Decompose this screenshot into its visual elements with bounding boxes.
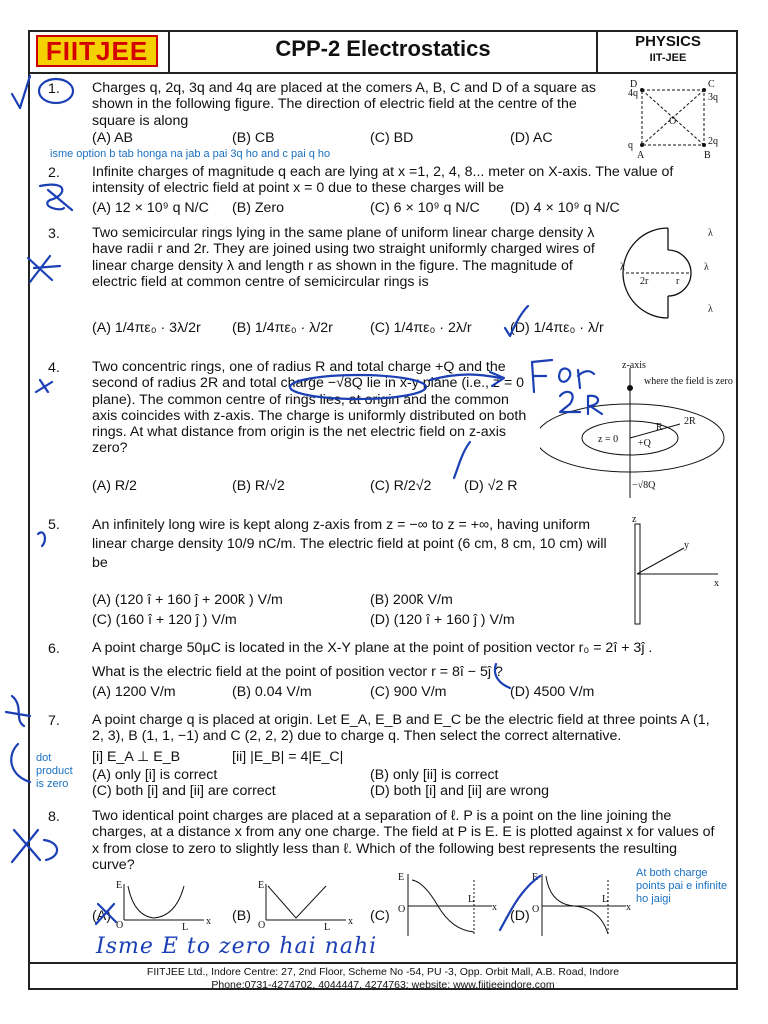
option-a[interactable]: (A) 1200 V/m bbox=[92, 684, 176, 700]
tick-mark bbox=[505, 306, 528, 336]
fig-label: x bbox=[714, 578, 719, 589]
fig-label: z bbox=[632, 514, 637, 525]
option-d[interactable]: (D) 4500 V/m bbox=[510, 684, 595, 700]
star-mark bbox=[12, 830, 57, 862]
exam-label: IIT-JEE bbox=[649, 52, 687, 64]
graph-axis-label: E bbox=[532, 872, 539, 883]
graph-axis-label: O bbox=[258, 920, 266, 931]
question-number: 3. bbox=[48, 226, 60, 242]
option-d[interactable]: (D) 1/4πε₀ · λ/r bbox=[510, 320, 604, 336]
question-text: A point charge 50μC is located in the X-Y plane at the point of position vector r₀ = 2î + 3ĵ . bbox=[92, 640, 653, 656]
question-text: Charges q, 2q, 3q and 4q are placed at the comers A, B, C and D of a square as shown in the following figure. The direction of electric field at the centre of the square is along bbox=[92, 80, 596, 129]
graph-axis-label: O bbox=[398, 904, 406, 915]
fig-label: 3q bbox=[708, 92, 718, 103]
fig-label: +Q bbox=[638, 438, 651, 449]
option-a[interactable]: (A) AB bbox=[92, 130, 133, 146]
fig-label: λ bbox=[708, 304, 713, 315]
option-b[interactable]: (B) only [ii] is correct bbox=[370, 767, 499, 783]
fig-label: y bbox=[684, 540, 689, 551]
question-text: An infinitely long wire is kept along z-axis from z = −∞ to z = +∞, having uniform linear charge density 10/9 nC/m. The electric field at point (6 cm, 8 cm, 10 cm) will be bbox=[92, 517, 607, 571]
graph-axis-label: L bbox=[468, 894, 475, 905]
graph-axis-label: x bbox=[348, 916, 353, 927]
option-b[interactable]: (B) 200k̂ V/m bbox=[370, 592, 453, 608]
fig-label: 2q bbox=[708, 136, 718, 147]
fig-label: O bbox=[669, 116, 677, 127]
graph-axis-label: O bbox=[116, 920, 124, 931]
question-number: 7. bbox=[48, 713, 60, 729]
star-mark bbox=[6, 696, 30, 726]
graph-axis-label: x bbox=[492, 902, 497, 913]
option-b[interactable]: (B) bbox=[232, 908, 251, 924]
fig-label: 2r bbox=[640, 276, 649, 287]
subject-label: PHYSICS bbox=[635, 33, 701, 50]
margin-note: isme option b tab honga na jab a pai 3q ho and c pai q ho bbox=[50, 148, 331, 160]
question-number: 1. bbox=[48, 81, 60, 97]
question-number: 6. bbox=[48, 641, 60, 657]
option-a[interactable]: (A) bbox=[92, 908, 111, 924]
option-b[interactable]: (B) 0.04 V/m bbox=[232, 684, 312, 700]
graph-axis-label: E bbox=[398, 872, 405, 883]
fig-label: R bbox=[656, 422, 663, 433]
for-2r-note bbox=[560, 392, 602, 414]
question-text: Two identical point charges are placed at a separation of ℓ. P is a point on the line joining the charges, at a distance x from any one charge. The field at P is E. E is plotted against x for values of x from close to zero to slightly less than ℓ. Which of the following best represents the resulting curve? bbox=[92, 808, 715, 873]
for-2r-note bbox=[532, 360, 594, 392]
graph-axis-label: O bbox=[532, 904, 540, 915]
option-a[interactable]: (A) 1/4πε₀ · 3λ/2r bbox=[92, 320, 201, 336]
option-c[interactable]: (C) both [i] and [ii] are correct bbox=[92, 783, 276, 799]
bracket-mark bbox=[11, 744, 30, 782]
option-d[interactable]: (D) √2 R bbox=[464, 478, 518, 494]
graph-axis-label: L bbox=[324, 922, 331, 932]
handwritten-note: Isme E to zero hai nahi bbox=[96, 934, 378, 959]
question-number: 8. bbox=[48, 809, 60, 825]
fig-label: −√8Q bbox=[632, 480, 656, 491]
fig-label: λ bbox=[620, 262, 625, 273]
option-a[interactable]: (A) (120 î + 160 ĵ + 200k̂ ) V/m bbox=[92, 592, 283, 608]
footer-address: FIITJEE Ltd., Indore Centre: 27, 2nd Floor, Scheme No -54, PU -3, Opp. Orbit Mall, A.B. Road, Indore bbox=[146, 966, 620, 978]
graph-axis-label: x bbox=[626, 902, 631, 913]
fig-label: λ bbox=[704, 262, 709, 273]
scribble-mark bbox=[38, 532, 45, 546]
graph-axis-label: L bbox=[182, 922, 189, 932]
fig-label: r bbox=[676, 276, 680, 287]
question-number: 4. bbox=[48, 360, 60, 376]
option-b[interactable]: (B) Zero bbox=[232, 200, 285, 216]
option-d[interactable]: (D) 4 × 10⁹ q N/C bbox=[510, 200, 620, 216]
option-c[interactable]: (C) bbox=[370, 908, 390, 924]
fig-label: q bbox=[628, 140, 633, 151]
margin-note: dot product is zero bbox=[36, 752, 73, 790]
fig-label: C bbox=[708, 79, 715, 90]
question-number: 2. bbox=[48, 165, 60, 181]
option-c[interactable]: (C) 1/4πε₀ · 2λ/r bbox=[370, 320, 472, 336]
option-b[interactable]: (B) R/√2 bbox=[232, 478, 285, 494]
graph-axis-label: x bbox=[206, 916, 211, 927]
page-title: CPP-2 Electrostatics bbox=[275, 36, 491, 61]
fig-label: λ bbox=[708, 228, 713, 239]
tick-mark bbox=[495, 664, 510, 688]
fig-label: D bbox=[630, 79, 638, 90]
circle-mark bbox=[290, 375, 426, 399]
star-mark bbox=[36, 380, 52, 392]
logo-text: FIITJEE bbox=[45, 35, 149, 66]
tick-mark bbox=[454, 442, 470, 478]
question-text: Two concentric rings, one of radius R and total charge +Q and the second of radius 2R and total charge −√8Q lie in x-y plane (i.e., z = 0 plane). The common centre of rings lies, at origin and the common axis coincides with z-axis. The charge is uniformly distributed on both rings. At what distance from origin is the net electric field on z-axis zero? bbox=[92, 359, 527, 457]
footer bbox=[28, 962, 738, 992]
arrow-mark bbox=[430, 372, 504, 386]
tick-mark bbox=[500, 876, 540, 930]
fig-label: where the field is zero bbox=[644, 376, 733, 387]
option-d[interactable]: (D) (120 î + 160 ĵ ) V/m bbox=[370, 612, 515, 628]
graph-axis-label: L bbox=[602, 894, 609, 905]
option-d[interactable]: (D) bbox=[510, 908, 530, 924]
question-number: 5. bbox=[48, 517, 60, 533]
graph-axis-label: E bbox=[258, 880, 265, 891]
option-a[interactable]: (A) only [i] is correct bbox=[92, 767, 218, 783]
circle-mark bbox=[39, 79, 73, 103]
option-b[interactable]: (B) 1/4πε₀ · λ/2r bbox=[232, 320, 333, 336]
option-d[interactable]: (D) both [i] and [ii] are wrong bbox=[370, 783, 549, 799]
tick-mark bbox=[12, 76, 30, 108]
star-mark bbox=[40, 185, 72, 210]
star-mark bbox=[28, 256, 60, 282]
statement-i: [i] E_A ⊥ E_B bbox=[92, 749, 181, 765]
cross-mark bbox=[96, 904, 116, 924]
option-a[interactable]: (A) R/2 bbox=[92, 478, 137, 494]
fig-label: z = 0 bbox=[598, 434, 619, 445]
fig-label: 4q bbox=[628, 88, 638, 99]
question-text: What is the electric field at the point of position vector r = 8î − 5ĵ ? bbox=[92, 664, 503, 680]
option-c[interactable]: (C) BD bbox=[370, 130, 414, 146]
fig-label: A bbox=[637, 150, 645, 161]
fig-label: 2R bbox=[684, 416, 696, 427]
statement-ii: [ii] |E_B| = 4|E_C| bbox=[232, 749, 344, 765]
margin-note: At both charge points pai e infinite ho jaigi bbox=[636, 867, 728, 905]
option-d[interactable]: (D) AC bbox=[510, 130, 553, 146]
fig-label: z-axis bbox=[622, 360, 646, 371]
option-c[interactable]: (C) R/2√2 bbox=[370, 478, 432, 494]
option-c[interactable]: (C) (160 î + 120 ĵ ) V/m bbox=[92, 612, 237, 628]
question-text: A point charge q is placed at origin. Let E_A, E_B and E_C be the electric field at three points A (1, 2, 3), B (1, 1, −1) and C (2, 2, 2) due to charge q. Then select the correct alternative. bbox=[92, 712, 710, 745]
question-text: Two semicircular rings lying in the same plane of uniform linear charge density λ have radii r and 2r. They are joined using two straight uniformly charged wires of linear charge density λ and length r as shown in the figure. The magnitude of electric field at common centre of semicircular rings is bbox=[92, 225, 595, 290]
option-c[interactable]: (C) 900 V/m bbox=[370, 684, 447, 700]
graph-axis-label: E bbox=[116, 880, 123, 891]
option-b[interactable]: (B) CB bbox=[232, 130, 275, 146]
question-text: Infinite charges of magnitude q each are lying at x =1, 2, 4, 8... meter on X-axis. The value of intensity of electric field at point x = 0 due to these charges will be bbox=[92, 164, 674, 197]
footer-contact: Phone:0731-4274702, 4044447, 4274763; website: www.fiitjeeindore.com bbox=[211, 979, 555, 991]
option-c[interactable]: (C) 6 × 10⁹ q N/C bbox=[370, 200, 480, 216]
option-a[interactable]: (A) 12 × 10⁹ q N/C bbox=[92, 200, 209, 216]
fig-label: B bbox=[704, 150, 711, 161]
